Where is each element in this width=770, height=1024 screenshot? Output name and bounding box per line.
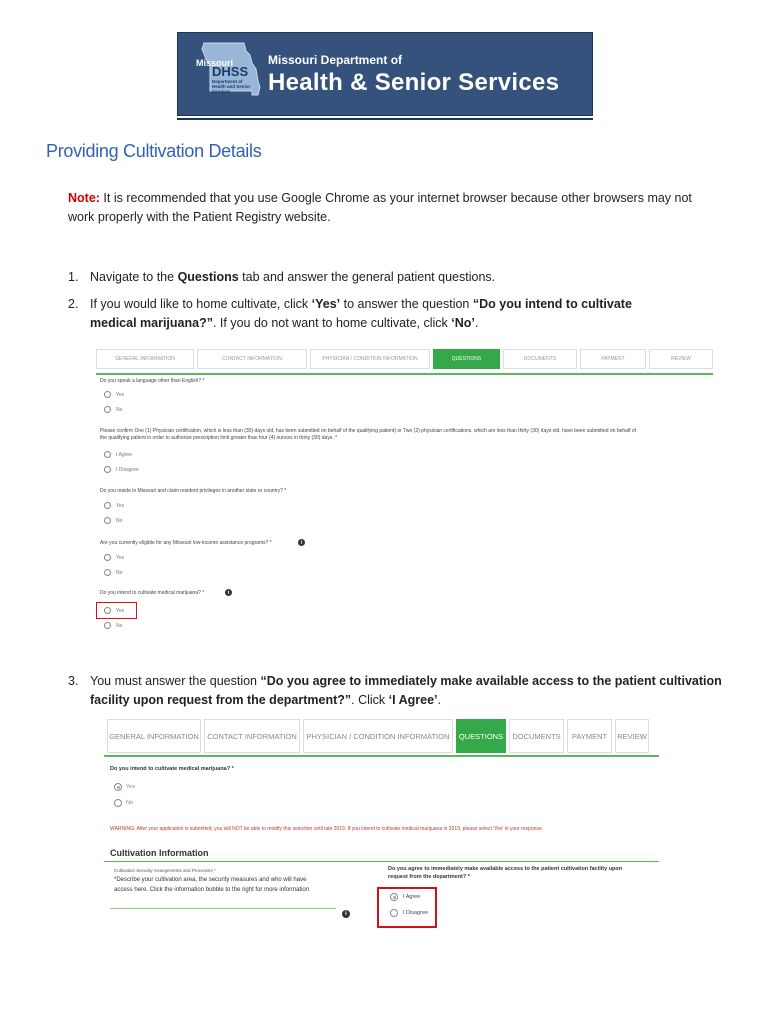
banner-underline [177,118,593,120]
option-label: No [116,407,123,413]
agree-question: Do you agree to immediately make available access to the patient cultivation facility upon [388,866,623,872]
question-physician-certification: Please confirm One (1) Physician certification, which is less than (30) days old, has been submitted on behalf of the qualifying patient) or Two (2) physician certifications, which are less than thirty (30) days old, have been submitted on behalf of [100,428,637,434]
radio-button[interactable] [104,569,111,576]
question-language: Do you speak a language other than English? * [100,378,205,384]
question-low-income: Are you currently eligible for any Missouri low-income assistance programs? * [100,540,272,546]
tab-payment[interactable]: PAYMENT [580,349,646,369]
security-field-label: Cultivation Security Arrangements and Processes * [114,868,216,873]
highlight-box [377,887,437,928]
tab-bar [96,346,713,375]
radio-button-yes[interactable] [114,783,122,791]
tab-questions[interactable]: QUESTIONS [456,719,506,753]
option-label: No [116,570,123,576]
tab-review[interactable]: REVIEW [615,719,649,753]
logo-state-label: Missouri [196,58,234,68]
step-text: You must answer the question [90,674,261,688]
option-label: No [126,800,134,806]
note-label: Note: [68,191,100,205]
option-label: Yes [116,392,125,398]
question-physician-certification-2: the qualifying patient in order to authorize prescription limit greater than four (4) ounces in thirty (30) days. * [100,435,338,441]
tab-physician-condition[interactable]: PHYSICIAN / CONDITION INFORMATION [303,719,453,753]
section-title: Cultivation Information [110,848,209,858]
step-bold-text: ‘I Agree’ [388,693,438,707]
step-3 [68,672,748,710]
step-text: . If you do not want to home cultivate, click [212,316,452,330]
tab-general-information[interactable]: GENERAL INFORMATION [107,719,201,753]
tab-physician-condition[interactable]: PHYSICIAN / CONDITION INFORMATION [310,349,430,369]
option-label: Yes [126,784,135,790]
info-icon[interactable]: i [298,539,305,546]
tab-payment[interactable]: PAYMENT [567,719,612,753]
note-text: It is recommended that you use Google Chrome as your internet browser because other browsers may not work properly with the Patient Registry website. [68,191,692,224]
step-2 [68,295,728,333]
step-text: If you would like to home cultivate, click [90,297,312,311]
question-cultivate: Do you intend to cultivate medical marijuana? * [110,766,234,772]
step-text: Navigate to the [90,270,178,284]
note-paragraph [68,189,718,227]
step-text: . [437,693,441,707]
tab-documents[interactable]: DOCUMENTS [503,349,577,369]
radio-button[interactable] [104,466,111,473]
step-bold-text: ‘Yes’ [311,297,341,311]
tab-review[interactable]: REVIEW [649,349,713,369]
step-number: 1. [68,270,79,284]
step-bold-text: “Do you agree to immediately make available access to the patient cultivation facility upon request from the department?” [90,674,722,707]
radio-button[interactable] [104,406,111,413]
question-residency: Do you reside in Missouri and claim resident privileges in another state or country? * [100,488,287,494]
step-number: 2. [68,297,79,311]
radio-button-no[interactable] [114,799,122,807]
tab-contact-information[interactable]: CONTACT INFORMATION [204,719,300,753]
radio-button[interactable] [104,391,111,398]
tab-questions[interactable]: QUESTIONS [433,349,500,369]
tab-contact-information[interactable]: CONTACT INFORMATION [197,349,307,369]
info-icon[interactable]: i [225,589,232,596]
logo-subtitle: Department of Health and Senior Services [212,79,251,94]
dept-name-big: Health & Senior Services [268,69,560,96]
step-text: tab and answer the general patient questions. [238,270,496,284]
option-label: I Agree [403,894,421,900]
radio-button[interactable] [104,554,111,561]
radio-button[interactable] [104,451,111,458]
step-text: to answer the question [340,297,473,311]
dhss-banner [177,32,593,116]
step-text: . Click [351,693,389,707]
option-label: I Disagree [403,910,429,916]
option-label: I Agree [116,452,132,458]
section-divider [104,861,659,862]
step-bold-text: “Do you intend to cultivate medical marijuana?” [90,297,632,330]
radio-button[interactable] [104,502,111,509]
questions-screenshot-2 [104,715,659,932]
dept-name-small: Missouri Department of [268,53,403,67]
option-label: No [116,623,123,629]
tab-documents[interactable]: DOCUMENTS [509,719,564,753]
highlight-box [96,602,137,619]
info-icon[interactable]: i [342,910,350,918]
step-bold-text: ‘No’ [451,316,475,330]
tab-bar [104,715,659,757]
option-label: I Disagree [116,467,139,473]
step-text: . [474,316,479,330]
step-number: 3. [68,674,79,688]
radio-button[interactable] [104,517,111,524]
option-label: Yes [116,555,125,561]
logo-abbr: DHSS [212,64,249,79]
questions-screenshot-1 [96,346,713,646]
security-field-hint-2: access here. Click the information bubble to the right for more information [114,887,310,893]
option-label: Yes [116,608,125,614]
step-bold-text: Questions [177,270,239,284]
security-textarea[interactable] [110,908,336,909]
radio-button-no[interactable] [104,622,111,629]
agree-question-2: request from the department? * [388,874,470,880]
page-title: Providing Cultivation Details [46,141,262,161]
step-1 [68,268,728,287]
tab-general-information[interactable]: GENERAL INFORMATION [96,349,194,369]
question-cultivate: Do you intend to cultivate medical marijuana? * [100,590,205,596]
security-field-hint: *Describe your cultivation area, the security measures and who will have [114,877,307,883]
option-label: Yes [116,503,125,509]
option-label: No [116,518,123,524]
warning-message: WARNING: After your application is submitted, you will NOT be able to modify this selection until late 2019. If you intend to cultivate medical marijuana in 2019, please select 'Yes' in your response. [110,826,544,832]
